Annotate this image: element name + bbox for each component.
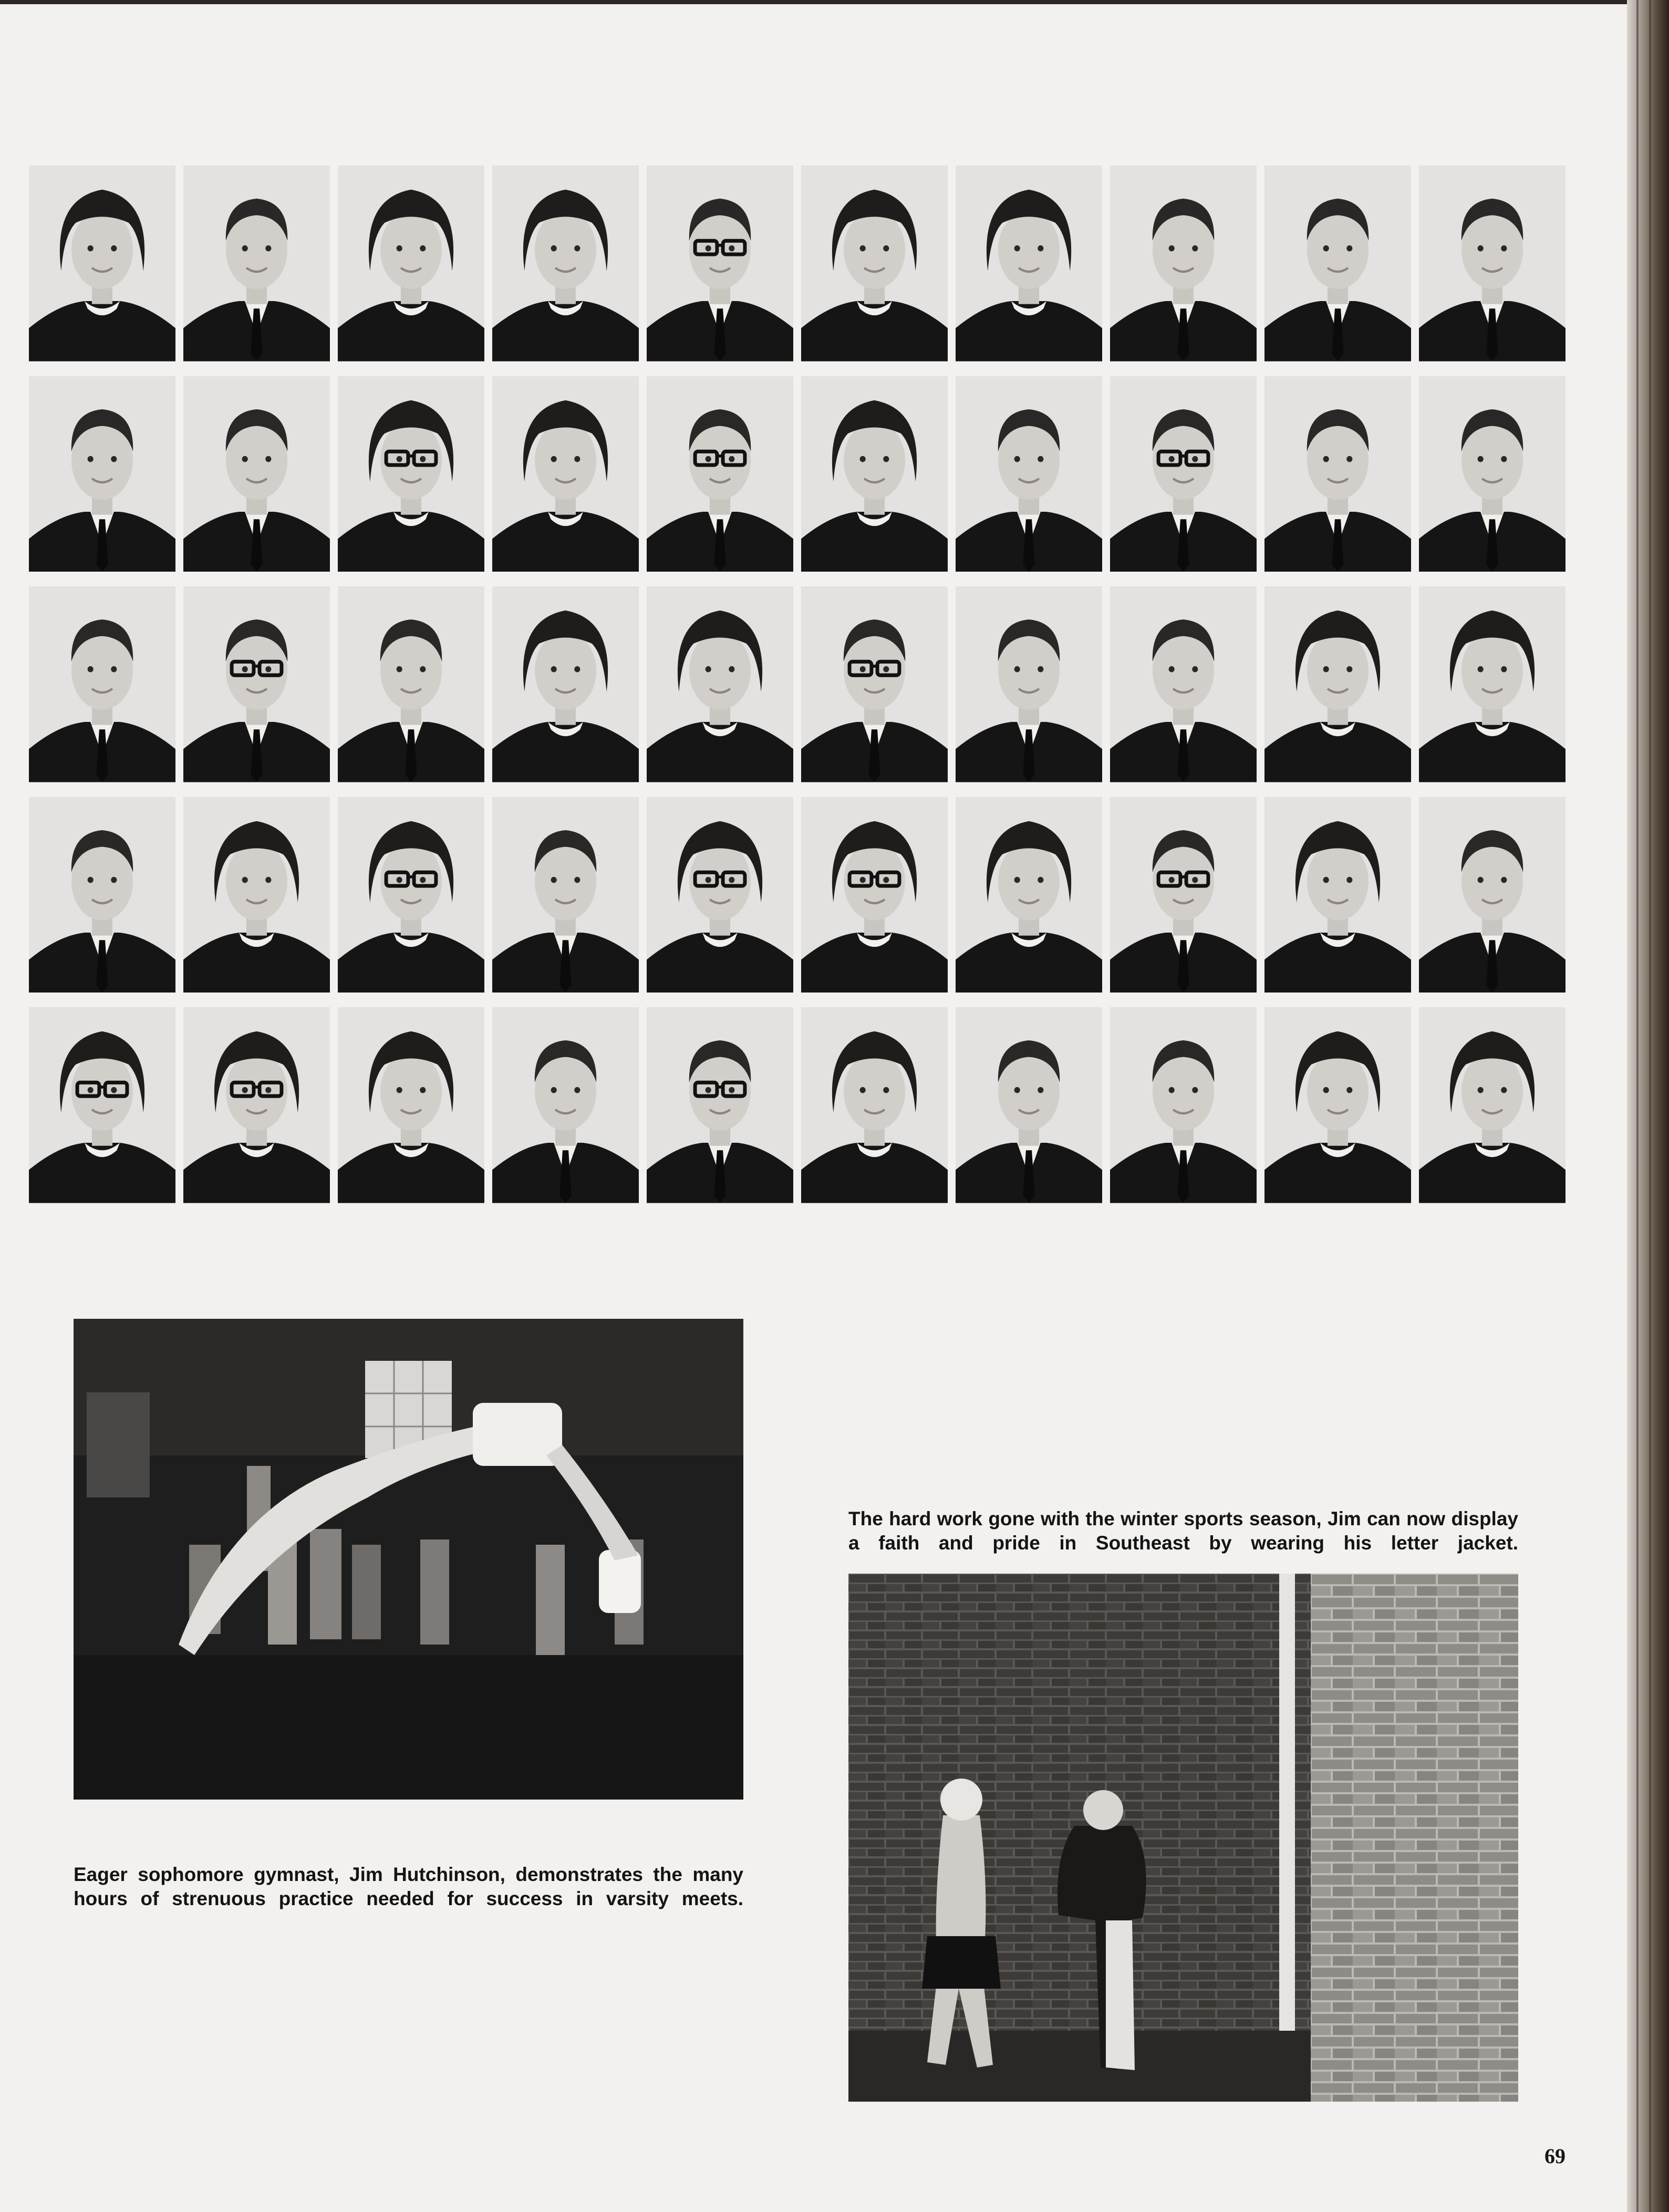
student-portrait [183,586,330,782]
male-student-photo [1110,166,1257,361]
student-portrait [801,376,948,572]
student-portrait [1264,1007,1411,1203]
male-student-photo [801,586,948,782]
letter-jacket-caption: The hard work gone with the winter sports season, Jim can now display a faith and pride in Southeast by wearing his letter jacket. [848,1508,1518,1554]
student-portrait [492,166,639,361]
student-portrait [29,1007,175,1203]
female-student-photo [338,376,484,572]
student-portrait [1264,797,1411,993]
female-student-photo [956,166,1102,361]
female-student-photo [492,166,639,361]
student-portrait [1419,1007,1566,1203]
female-student-photo [492,586,639,782]
male-student-photo [1419,166,1566,361]
student-portrait [956,586,1102,782]
female-student-photo [801,166,948,361]
student-portrait [1110,797,1257,993]
male-student-photo [1419,797,1566,993]
male-student-photo [183,166,330,361]
student-portrait [1110,166,1257,361]
male-student-photo [647,1007,793,1203]
student-portrait [492,797,639,993]
student-portrait [338,376,484,572]
student-portrait [1419,376,1566,572]
male-student-photo [29,797,175,993]
female-student-photo [183,797,330,993]
male-student-photo [1110,586,1257,782]
female-student-photo [647,797,793,993]
female-student-photo [801,1007,948,1203]
student-portrait [647,586,793,782]
female-student-photo [183,1007,330,1203]
binding-line [1649,0,1651,2212]
female-student-photo [338,797,484,993]
male-student-photo [1419,376,1566,572]
female-student-photo [29,166,175,361]
student-portrait [1264,166,1411,361]
male-student-photo [1110,376,1257,572]
book-binding-edge [1627,0,1669,2212]
page-number: 69 [1544,2144,1566,2168]
top-edge-rule [0,0,1629,4]
student-portrait [183,166,330,361]
male-student-photo [338,586,484,782]
male-student-photo [647,376,793,572]
student-portrait [1419,166,1566,361]
male-student-photo [1110,1007,1257,1203]
female-student-photo [1264,1007,1411,1203]
student-portrait [492,376,639,572]
female-student-photo [1264,797,1411,993]
student-portrait [183,376,330,572]
male-student-photo [1110,797,1257,993]
student-portrait [492,1007,639,1203]
student-portrait [338,797,484,993]
student-portrait [801,166,948,361]
student-portrait [1419,586,1566,782]
gymnast-photo [74,1319,743,1800]
student-portrait [1419,797,1566,993]
male-student-photo [1264,376,1411,572]
letter-jacket-photo [848,1574,1518,2102]
student-portrait [492,586,639,782]
female-student-photo [338,166,484,361]
female-student-photo [801,797,948,993]
female-student-photo [1419,1007,1566,1203]
female-student-photo [647,586,793,782]
student-portrait [1264,586,1411,782]
male-student-photo [492,1007,639,1203]
gymnast-caption: Eager sophomore gymnast, Jim Hutchinson, demonstrates the many hours of strenuous practice needed for success in varsity meets. [74,1864,743,1909]
female-student-photo [801,376,948,572]
student-portrait [647,797,793,993]
student-portrait [1110,376,1257,572]
student-portrait [801,1007,948,1203]
male-student-photo [956,586,1102,782]
student-portrait [801,586,948,782]
gymnast-illustration [74,1319,743,1800]
student-portrait [647,166,793,361]
male-student-photo [29,376,175,572]
male-student-photo [492,797,639,993]
student-portrait [956,1007,1102,1203]
male-student-photo [1264,166,1411,361]
student-portrait [183,1007,330,1203]
student-portrait [956,166,1102,361]
student-portrait [29,376,175,572]
letter-jacket-illustration [848,1574,1518,2102]
male-student-photo [956,376,1102,572]
student-portrait [338,1007,484,1203]
male-student-photo [183,376,330,572]
female-student-photo [1419,586,1566,782]
male-student-photo [183,586,330,782]
student-portrait [338,166,484,361]
student-portrait [956,797,1102,993]
female-student-photo [338,1007,484,1203]
male-student-photo [956,1007,1102,1203]
student-portrait [1110,586,1257,782]
female-student-photo [492,376,639,572]
female-student-photo [1264,586,1411,782]
student-portrait [1110,1007,1257,1203]
student-portrait [29,166,175,361]
female-student-photo [29,1007,175,1203]
student-portrait [647,1007,793,1203]
male-student-photo [647,166,793,361]
student-portrait [29,797,175,993]
binding-line [1636,0,1639,2212]
student-portrait [1264,376,1411,572]
female-student-photo [956,797,1102,993]
student-portrait [183,797,330,993]
student-portrait [29,586,175,782]
portrait-grid [29,166,1566,1203]
male-student-photo [29,586,175,782]
student-portrait [338,586,484,782]
student-portrait [801,797,948,993]
student-portrait [956,376,1102,572]
student-portrait [647,376,793,572]
